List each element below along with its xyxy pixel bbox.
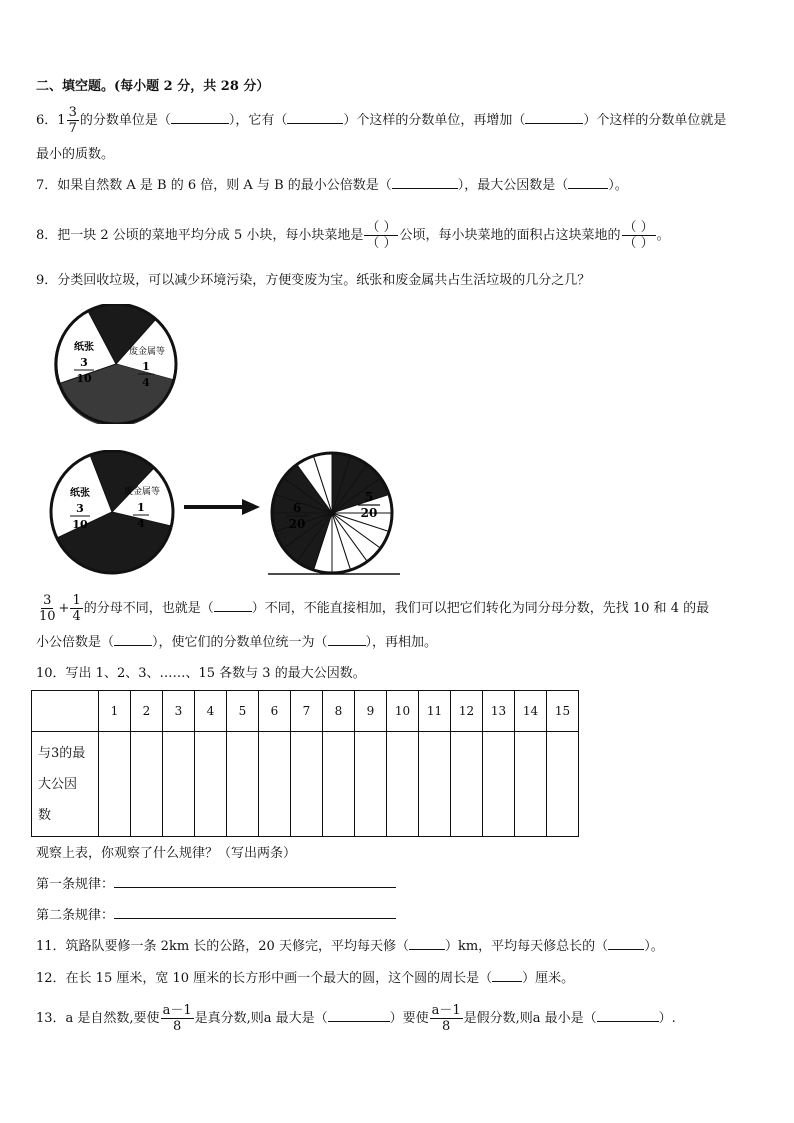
gcd-row-label-line: 大公因 bbox=[38, 776, 78, 792]
q6-frac-num: 3 bbox=[68, 105, 77, 120]
gcd-answer-cell[interactable] bbox=[259, 732, 291, 837]
gcd-answer-cell[interactable] bbox=[387, 732, 419, 837]
pie2-metal-den: 4 bbox=[137, 517, 145, 530]
q13-text-3: ）要使 bbox=[389, 1011, 429, 1026]
q7-blank-2[interactable] bbox=[568, 176, 608, 189]
pie3-left-den: 20 bbox=[288, 517, 306, 531]
question-7 bbox=[36, 176, 628, 196]
q13-text-5: ）. bbox=[658, 1011, 676, 1026]
q7-text-1: 7．如果自然数 A 是 B 的 6 倍，则 A 与 B 的最小公倍数是（ bbox=[36, 178, 392, 193]
pie1-metal-label: 废金属等 bbox=[128, 347, 166, 357]
q9-plus: + bbox=[58, 601, 70, 616]
q12-blank[interactable] bbox=[492, 969, 522, 982]
q10-rule-1 bbox=[36, 875, 396, 895]
gcd-header-cell: 3 bbox=[163, 691, 195, 732]
pie2-metal-num: 1 bbox=[137, 501, 145, 514]
q6-fraction bbox=[67, 105, 79, 136]
gcd-row-label-line: 与3的最 bbox=[38, 745, 86, 761]
q11-text-1: 11．筑路队要修一条 2km 长的公路，20 天修完，平均每天修（ bbox=[36, 939, 409, 954]
q6-blank-1[interactable] bbox=[171, 111, 229, 124]
pie1-paper-den: 10 bbox=[76, 372, 92, 385]
q8-frac1-den[interactable]: （ ） bbox=[366, 236, 397, 251]
question-8 bbox=[36, 220, 670, 251]
q10-rule-2-label: 第二条规律： bbox=[36, 908, 115, 923]
q13-blank-1[interactable] bbox=[328, 1009, 390, 1022]
q9-explanation-1 bbox=[36, 593, 709, 624]
gcd-answer-cell[interactable] bbox=[451, 732, 483, 837]
q10-rule-2-input[interactable] bbox=[114, 906, 396, 919]
q10-observe: 观察上表，你观察了什么规律？（写出两条） bbox=[36, 846, 297, 861]
q10-text: 10．写出 1、2、3、……、15 各数与 3 的最大公因数。 bbox=[36, 666, 366, 681]
pie-chart-3 bbox=[266, 450, 406, 580]
gcd-answer-cell[interactable] bbox=[419, 732, 451, 837]
pie1-metal-den: 4 bbox=[142, 376, 150, 389]
q13-fraction-1 bbox=[161, 1003, 194, 1034]
gcd-header-cell: 4 bbox=[195, 691, 227, 732]
gcd-header-cell: 2 bbox=[131, 691, 163, 732]
q12-text-2: ）厘米。 bbox=[522, 971, 575, 986]
gcd-answer-cell[interactable] bbox=[195, 732, 227, 837]
q8-frac2-den[interactable]: （ ） bbox=[623, 236, 654, 251]
q9-text-3: 小公倍数是（ bbox=[36, 635, 115, 650]
q8-text-2: 公顷，每小块菜地的面积占这块菜地的 bbox=[399, 228, 621, 243]
gcd-header-cell: 7 bbox=[291, 691, 323, 732]
question-13 bbox=[36, 1003, 676, 1034]
gcd-table-value-row bbox=[32, 732, 579, 837]
q7-text-3: ）。 bbox=[608, 178, 628, 193]
q11-text-2: ）km，平均每天修总长的（ bbox=[444, 939, 609, 954]
q9-blank-1[interactable] bbox=[214, 599, 252, 612]
q13-text-4: 是假分数,则a 最小是（ bbox=[463, 1011, 597, 1026]
pie1-paper-num: 3 bbox=[80, 356, 88, 369]
q6-text-5: 最小的质数。 bbox=[36, 147, 115, 162]
q11-text-3: ）。 bbox=[644, 939, 664, 954]
gcd-header-cell: 15 bbox=[547, 691, 579, 732]
pie1-metal-num: 1 bbox=[142, 360, 150, 373]
pie-chart-1 bbox=[40, 304, 200, 424]
q6-number: 6． bbox=[36, 113, 58, 128]
q8-text-3: 。 bbox=[656, 228, 670, 243]
q13-frac2-den: 8 bbox=[442, 1019, 451, 1034]
pie2-paper-label: 纸张 bbox=[70, 488, 90, 499]
gcd-row-label-line: 数 bbox=[38, 807, 52, 823]
q7-blank-1[interactable] bbox=[392, 176, 458, 189]
q8-text-1: 8．把一块 2 公顷的菜地平均分成 5 小块，每小块菜地是 bbox=[36, 228, 364, 243]
q13-text-2: 是真分数,则a 最大是（ bbox=[194, 1011, 328, 1026]
pie2-metal-label: 废金属等 bbox=[123, 487, 161, 497]
gcd-answer-cell[interactable] bbox=[291, 732, 323, 837]
q9-blank-2[interactable] bbox=[114, 633, 152, 646]
q9-frac-a bbox=[37, 593, 58, 624]
q10-rule-1-label: 第一条规律： bbox=[36, 877, 115, 892]
gcd-answer-cell[interactable] bbox=[515, 732, 547, 837]
gcd-header-cell: 5 bbox=[227, 691, 259, 732]
pie3-right-den: 20 bbox=[360, 506, 378, 520]
q11-blank-1[interactable] bbox=[409, 937, 445, 950]
q8-fraction-1 bbox=[364, 220, 398, 251]
q9-frac-b bbox=[70, 593, 82, 624]
pie3-right-num: 5 bbox=[364, 490, 374, 504]
q11-blank-2[interactable] bbox=[608, 937, 644, 950]
q13-frac1-num: a－1 bbox=[162, 1003, 192, 1018]
q12-text-1: 12．在长 15 厘米，宽 10 厘米的长方形中画一个最大的圆，这个圆的周长是（ bbox=[36, 971, 493, 986]
pie2-paper-den: 10 bbox=[72, 518, 88, 531]
q13-fraction-2 bbox=[430, 1003, 463, 1034]
gcd-header-cell: 6 bbox=[259, 691, 291, 732]
question-11 bbox=[36, 937, 664, 957]
gcd-answer-cell[interactable] bbox=[355, 732, 387, 837]
q6-frac-den: 7 bbox=[68, 121, 77, 136]
q9-text-2: ）不同，不能直接相加，我们可以把它们转化为同分母分数，先找 10 和 4 的最 bbox=[251, 601, 710, 616]
q9-text-1: 的分母不同，也就是（ bbox=[83, 601, 214, 616]
q6-text-2: ），它有（ bbox=[228, 113, 288, 128]
q9-frac-a-den: 10 bbox=[39, 609, 56, 624]
gcd-row-label bbox=[32, 732, 99, 837]
gcd-answer-cell[interactable] bbox=[131, 732, 163, 837]
gcd-table bbox=[31, 690, 579, 837]
gcd-table-header-row bbox=[32, 691, 579, 732]
q10-rule-1-input[interactable] bbox=[114, 875, 396, 888]
q6-blank-3[interactable] bbox=[525, 111, 583, 124]
q9-frac-b-num: 1 bbox=[72, 593, 81, 608]
q13-frac2-num: a－1 bbox=[431, 1003, 461, 1018]
q6-blank-2[interactable] bbox=[287, 111, 343, 124]
gcd-answer-cell[interactable] bbox=[163, 732, 195, 837]
pie1-paper-label: 纸张 bbox=[74, 342, 94, 353]
q9-text-4: ），使它们的分数单位统一为（ bbox=[152, 635, 328, 650]
q9-text: 9．分类回收垃圾，可以减少环境污染，方便变废为宝。纸张和废金属共占生活垃圾的几分之几？ bbox=[36, 273, 591, 288]
q10-rule-2 bbox=[36, 906, 396, 926]
gcd-answer-cell[interactable] bbox=[547, 732, 579, 837]
gcd-answer-cell[interactable] bbox=[323, 732, 355, 837]
q6-text-4: ）个这样的分数单位就是 bbox=[583, 113, 727, 128]
q8-fraction-2 bbox=[622, 220, 656, 251]
q9-frac-a-num: 3 bbox=[43, 593, 52, 608]
gcd-header-cell: 13 bbox=[483, 691, 515, 732]
q6-whole: 1 bbox=[57, 113, 66, 128]
gcd-answer-cell[interactable] bbox=[227, 732, 259, 837]
q8-frac1-num[interactable]: （ ） bbox=[366, 220, 397, 235]
gcd-header-cell: 10 bbox=[387, 691, 419, 732]
gcd-answer-cell[interactable] bbox=[483, 732, 515, 837]
q13-frac1-den: 8 bbox=[172, 1019, 182, 1034]
q6-text-1: 的分数单位是（ bbox=[79, 113, 171, 128]
question-12 bbox=[36, 969, 574, 989]
pie3-left-num: 6 bbox=[292, 501, 302, 515]
gcd-header-cell: 14 bbox=[515, 691, 547, 732]
gcd-header-cell: 12 bbox=[451, 691, 483, 732]
gcd-answer-cell[interactable] bbox=[99, 732, 131, 837]
gcd-header-cell: 8 bbox=[323, 691, 355, 732]
gcd-header-cell: 11 bbox=[419, 691, 451, 732]
arrow-icon bbox=[182, 497, 262, 517]
gcd-table-corner bbox=[32, 691, 99, 732]
section-title: 二、填空题。(每小题 2 分，共 28 分） bbox=[36, 79, 270, 94]
q13-text-1: 13．a 是自然数,要使 bbox=[36, 1011, 160, 1026]
q9-text-5: ），再相加。 bbox=[365, 635, 438, 650]
question-6 bbox=[36, 105, 726, 136]
q13-blank-2[interactable] bbox=[597, 1009, 659, 1022]
q6-text-3: ）个这样的分数单位，再增加（ bbox=[343, 113, 526, 128]
q9-explanation-2 bbox=[36, 633, 437, 653]
pie-chart-2 bbox=[40, 450, 190, 575]
q8-frac2-num[interactable]: （ ） bbox=[623, 220, 654, 235]
gcd-header-cell: 1 bbox=[99, 691, 131, 732]
q9-frac-b-den: 4 bbox=[72, 609, 81, 624]
pie2-paper-num: 3 bbox=[76, 502, 84, 515]
q9-blank-3[interactable] bbox=[328, 633, 366, 646]
q7-text-2: ），最大公因数是（ bbox=[457, 178, 569, 193]
gcd-header-cell: 9 bbox=[355, 691, 387, 732]
